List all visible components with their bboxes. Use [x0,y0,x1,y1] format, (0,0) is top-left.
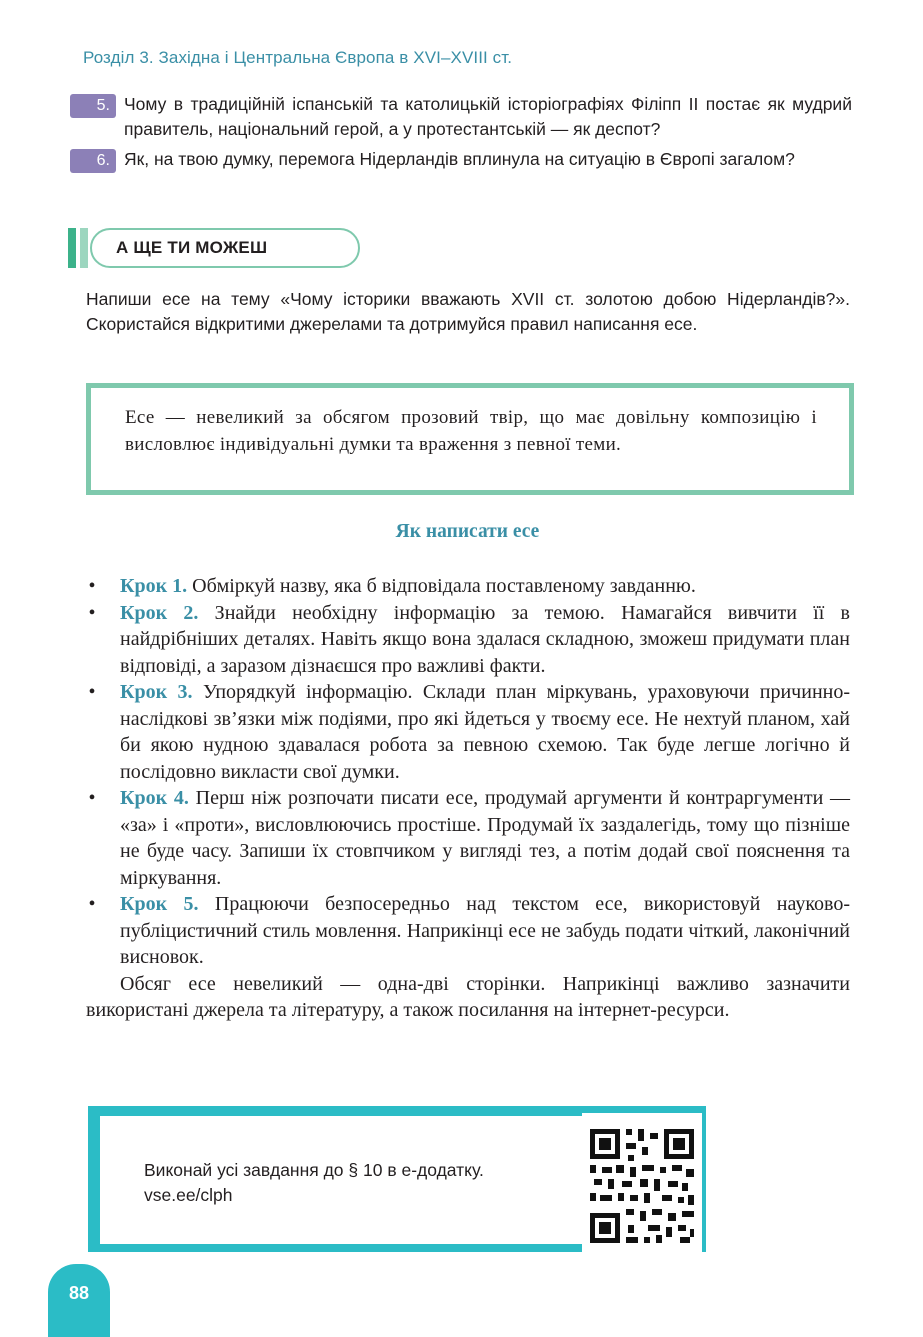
step-text: Перш ніж розпочати писати есе, продумай аргументи й контраргументи — «за» і «проти», висловлюючись простіше. Продумай їх заздалегідь, тому що пізніше не буде часу. Запиши їх стовпчиком у вигляді тез, а потім додай свої пояснення та міркування. [120,787,851,889]
list-item [86,573,850,600]
step-text: Працюючи безпосередньо над текстом есе, використовуй науково-публіцистичний стиль мовлення. Наприкінці есе не забудь подати чіткий, лаконічний висновок. [120,893,850,968]
step-label: Крок 1. [120,575,188,597]
qr-code-icon[interactable] [582,1113,702,1253]
question-text: Чому в традиційній іспанській та католицькій історіографіях Філіпп II постає як мудрий правитель, національний герой, а у протестантській — як деспот? [124,94,852,139]
bonus-heading-block [68,228,318,268]
heading-bar-dark [68,228,76,268]
page-number-tab [48,1264,110,1337]
e-addon-banner [88,1106,706,1256]
list-item [86,600,850,680]
definition-box [86,383,854,495]
bullet-icon: • [88,893,96,915]
step-text: Знайди необхідну інформацію за темою. Намагайся вивчити її в найдрібніших деталях. Навіть якщо вона здалася складною, зможеш придумати план відповіді, а заразом дізнаєшся про важливі факти. [120,601,850,677]
bullet-icon: • [88,787,96,809]
essay-definition: Есе — невеликий за обсягом прозовий твір, що має довільну композицію і висловлює індивідуальні думки та враження з певної теми. [125,407,817,455]
banner-content [100,1116,584,1244]
question-5 [70,92,852,142]
list-item [86,785,850,891]
section-header: Розділ 3. Західна і Центральна Європа в XVI–XVIII ст. [83,48,513,67]
essay-task: Напиши есе на тему «Чому історики вважають XVII ст. золотою добою Нідерландів?». Скористайся відкритими джерелами та дотримуйся правил написання есе. [86,289,850,334]
step-text: Упорядкуй інформацію. Склади план міркувань, ураховуючи причинно-наслідкові зв’язки між подіями, про які йдеться у твоєму есе. Не нехтуй планом, хай би якою нудною здавалася робота за певною схемою. Так буде легше логічно й послідовно викласти свої думки. [120,681,851,783]
step-label: Крок 3. [120,681,193,703]
e-addon-text: Виконай усі завдання до § 10 в е-додатку. [144,1160,484,1180]
steps-list [86,573,850,1024]
question-6 [70,147,852,172]
howto-title: Як написати есе [395,521,540,542]
question-number-badge: 6. [70,149,116,173]
bullet-icon: • [88,681,96,703]
question-text: Як, на твою думку, перемога Нідерландів вплинула на ситуацію в Європі загалом? [124,149,795,169]
heading-bar-light [80,228,88,268]
bullet-icon: • [88,575,96,597]
page-number: 88 [68,1283,90,1303]
closing-paragraph: Обсяг есе невеликий — одна-дві сторінки. Наприкінці важливо зазначити використані джерела та літературу, а також посилання на інтернет-ресурси. [86,972,850,1021]
list-item [86,891,850,971]
step-label: Крок 4. [120,787,189,809]
question-number-badge: 5. [70,94,116,118]
list-item [86,679,850,785]
step-label: Крок 2. [120,601,199,624]
bullet-icon: • [88,601,96,624]
e-addon-link[interactable]: vse.ee/clph [144,1185,233,1205]
bonus-heading: А ЩЕ ТИ МОЖЕШ [116,238,268,257]
step-label: Крок 5. [120,893,199,915]
step-text: Обміркуй назву, яка б відповідала поставленому завданню. [192,575,696,597]
